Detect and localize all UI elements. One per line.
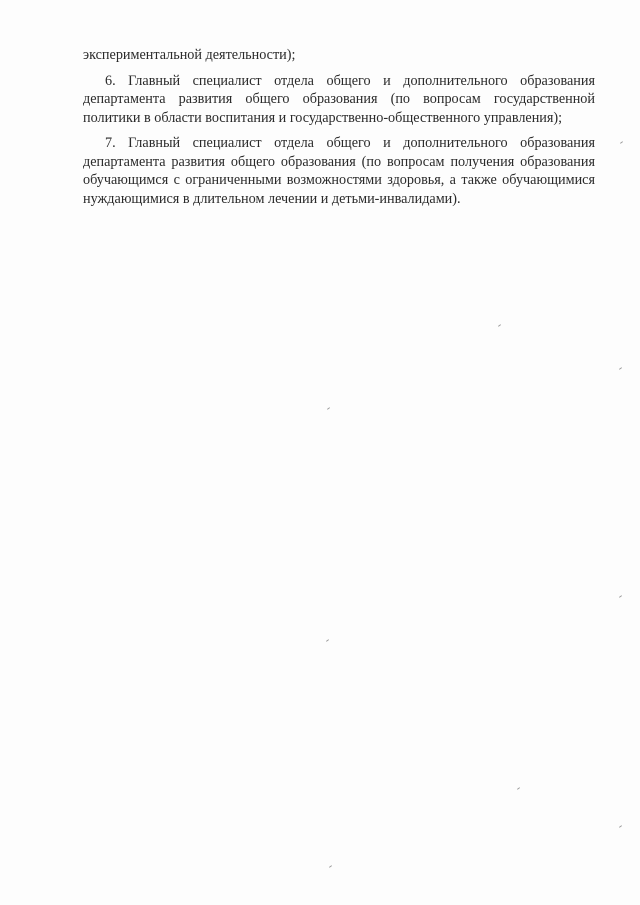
scan-speck xyxy=(498,324,501,327)
document-body xyxy=(83,46,595,215)
paragraph-item-7: 7. Главный специалист отдела общего и дополнительного образования департамента развития общего образования (по вопросам получения образования обучающимся с ограниченными возможностями здоровья, а также обучающимися нуждающимися в длительном лечении и детьми-инвалидами). xyxy=(83,135,595,207)
scan-speck xyxy=(329,865,332,868)
paragraph-continuation: экспериментальной деятельности); xyxy=(83,47,296,63)
scan-speck xyxy=(620,141,623,144)
scan-speck xyxy=(619,825,622,828)
scan-speck xyxy=(517,787,520,790)
scan-speck xyxy=(327,407,330,410)
scan-speck xyxy=(619,595,622,598)
scan-speck xyxy=(326,639,329,642)
scan-speck xyxy=(619,367,622,370)
paragraph-item-6: 6. Главный специалист отдела общего и дополнительного образования департамента развития общего образования (по вопросам государственной политики в области воспитания и государственно-общественного управления); xyxy=(83,72,595,126)
